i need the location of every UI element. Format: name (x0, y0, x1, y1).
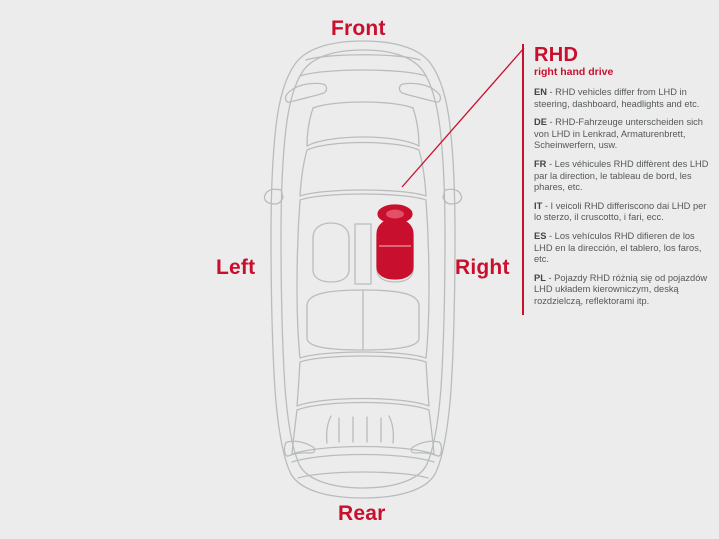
info-title: RHD (534, 44, 579, 66)
info-subtitle: right hand drive (534, 66, 614, 78)
direction-label-right: Right (455, 256, 510, 279)
description-es (534, 231, 709, 266)
description-text-en: - RHD vehicles differ from LHD in steering, dashboard, headlights and etc. (534, 87, 700, 109)
car-top-view-illustration (243, 38, 483, 501)
description-de (534, 117, 709, 152)
language-code-es: ES (534, 230, 547, 241)
description-pl (534, 273, 709, 308)
description-text-pl: - Pojazdy RHD różnią się od pojazdów LHD układem kierowniczym, deską rozdzielczą, reflektorami itp. (534, 272, 708, 306)
description-it (534, 201, 709, 224)
language-code-en: EN (534, 87, 547, 97)
language-code-de: DE (534, 117, 547, 128)
direction-label-front: Front (331, 17, 386, 40)
description-en (534, 87, 709, 110)
info-panel (522, 44, 709, 315)
language-code-pl: PL (534, 272, 546, 283)
description-fr (534, 159, 709, 194)
language-code-fr: FR (534, 158, 547, 169)
direction-label-rear: Rear (338, 502, 386, 525)
description-text-fr: - Les véhicules RHD diffèrent des LHD par la direction, le tableau de bord, les phares, etc. (534, 158, 709, 193)
rhd-steering-highlight (377, 205, 413, 279)
description-text-de: - RHD-Fahrzeuge unterscheiden sich von LHD in Lenkrad, Armaturenbrett, Scheinwerfern, usw. (534, 117, 703, 151)
direction-label-left: Left (216, 256, 256, 279)
language-code-it: IT (534, 200, 543, 211)
description-text-it: - I veicoli RHD differiscono dai LHD per lo sterzo, il cruscotto, i fari, ecc. (534, 200, 707, 223)
description-text-es: - Los vehículos RHD difieren de los LHD en la dirección, el tablero, los faros, etc. (534, 230, 702, 265)
